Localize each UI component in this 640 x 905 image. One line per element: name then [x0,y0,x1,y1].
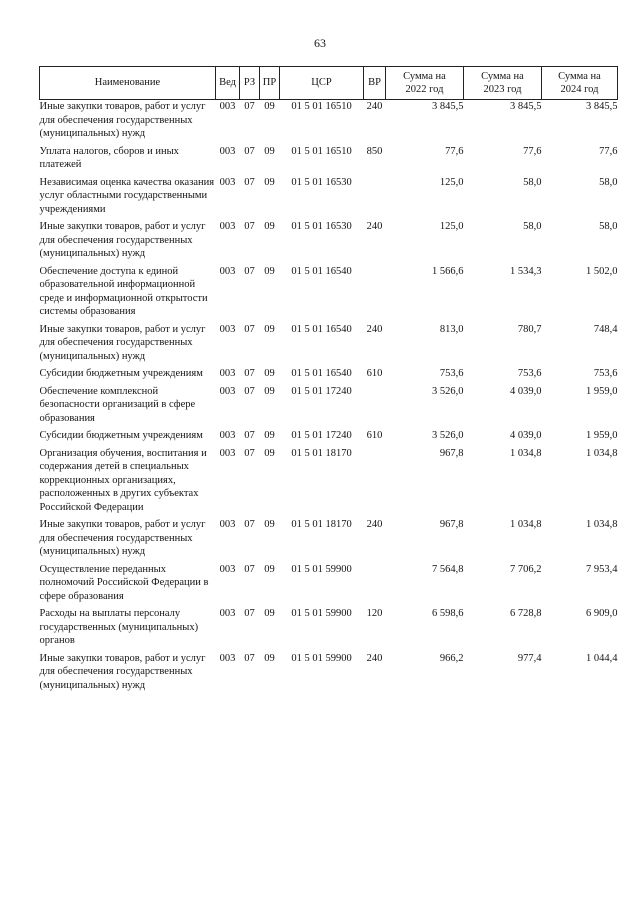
header-sum-2022-line1: Сумма на [403,70,446,82]
cell-pr: 09 [264,176,275,188]
cell-sum-2024: 58,0 [599,176,618,188]
cell-sum-2022: 7 564,8 [432,563,464,575]
cell-sum-2022: 967,8 [439,447,464,459]
cell-sum-2024: 1 502,0 [586,265,618,277]
cell-csr: 01 5 01 16510 [291,145,352,157]
table-row [40,265,618,323]
cell-sum-2024: 58,0 [599,221,618,232]
header-sum-2024 [542,67,618,100]
cell-rz: 07 [244,368,255,379]
table-header [40,67,618,100]
cell-sum-2023: 4 039,0 [510,385,542,397]
cell-ved: 003 [219,176,236,188]
cell-vr [364,176,386,221]
header-name: Наименование [40,67,216,100]
cell-sum-2022: 3 526,0 [432,430,464,441]
cell-csr: 01 5 01 59900 [291,563,352,575]
cell-name: Уплата налогов, сборов и иных платежей [39,145,179,170]
cell-pr: 09 [264,447,275,459]
cell-sum-2024: 753,6 [593,368,618,379]
cell-rz: 07 [244,265,255,277]
cell-vr: 610 [366,430,383,441]
cell-pr: 09 [264,221,275,232]
cell-pr: 09 [264,101,275,112]
header-sum-2024-line1: Сумма на [558,70,601,82]
cell-name: Иные закупки товаров, работ и услуг для обеспечения государственных (муниципальных) нужд [39,519,206,557]
cell-vr: 240 [366,519,383,530]
header-ved: Вед [216,67,240,100]
cell-sum-2023: 1 034,8 [510,519,542,530]
header-sum-2022-line2: 2022 год [405,84,444,95]
table-body [40,100,618,697]
cell-vr [364,447,386,519]
cell-ved: 003 [219,323,236,335]
header-sum-2023-line1: Сумма на [481,70,524,82]
cell-csr: 01 5 01 16540 [291,323,352,335]
cell-sum-2022: 6 598,6 [432,608,464,619]
cell-vr: 120 [366,608,383,619]
cell-sum-2024: 3 845,5 [586,101,618,112]
cell-ved: 003 [219,145,236,157]
cell-sum-2024: 7 953,4 [586,563,618,575]
cell-csr: 01 5 01 16540 [291,265,352,277]
cell-csr: 01 5 01 16540 [291,368,352,379]
cell-sum-2022: 3 845,5 [432,101,464,112]
cell-ved: 003 [219,101,236,112]
cell-csr: 01 5 01 18170 [291,519,352,530]
header-pr: ПР [260,67,280,100]
cell-sum-2023: 1 034,8 [510,447,542,459]
table-row [40,563,618,608]
cell-name: Осуществление переданных полномочий Российской Федерации в сфере образования [39,563,209,602]
cell-vr [364,563,386,608]
cell-csr: 01 5 01 17240 [291,385,352,397]
cell-vr: 240 [366,323,383,335]
cell-rz: 07 [244,652,255,664]
cell-name: Иные закупки товаров, работ и услуг для обеспечения государственных (муниципальных) нужд [39,652,206,691]
header-sum-2023 [464,67,542,100]
cell-csr: 01 5 01 16510 [291,101,352,112]
cell-sum-2023: 780,7 [517,323,542,335]
cell-name: Обеспечение доступа к единой образовательной информационной среде и информационной открытости системы образования [39,265,208,317]
cell-name: Обеспечение комплексной безопасности организаций в сфере образования [39,385,196,424]
table-row [40,145,618,176]
cell-sum-2024: 1 034,8 [586,447,618,459]
cell-rz: 07 [244,101,255,112]
cell-rz: 07 [244,323,255,335]
page-number: 63 [314,36,326,50]
table-row [40,447,618,519]
cell-csr: 01 5 01 17240 [291,430,352,441]
cell-rz: 07 [244,176,255,188]
cell-sum-2023: 753,6 [517,368,542,379]
cell-sum-2022: 966,2 [439,652,464,664]
header-row [40,67,618,100]
table-row [40,652,618,697]
cell-sum-2023: 3 845,5 [510,101,542,112]
header-sum-2022 [386,67,464,100]
cell-rz: 07 [244,145,255,157]
cell-sum-2022: 125,0 [439,176,464,188]
cell-vr: 850 [366,145,383,157]
cell-ved: 003 [219,385,236,397]
budget-table [39,66,618,696]
cell-csr: 01 5 01 16530 [291,221,352,232]
cell-ved: 003 [219,608,236,619]
cell-sum-2024: 1 959,0 [586,385,618,397]
cell-name: Иные закупки товаров, работ и услуг для обеспечения государственных (муниципальных) нужд [39,221,206,259]
cell-csr: 01 5 01 18170 [291,447,352,459]
cell-sum-2023: 1 534,3 [510,265,542,277]
cell-ved: 003 [219,519,236,530]
cell-sum-2023: 4 039,0 [510,430,542,441]
cell-pr: 09 [264,608,275,619]
cell-sum-2023: 977,4 [517,652,542,664]
cell-pr: 09 [264,265,275,277]
cell-pr: 09 [264,385,275,397]
cell-pr: 09 [264,430,275,441]
table-row [40,367,618,385]
header-sum-2023-line2: 2023 год [483,84,522,95]
table-row [40,385,618,430]
cell-sum-2022: 3 526,0 [432,385,464,397]
cell-sum-2023: 58,0 [523,176,542,188]
cell-sum-2024: 1 044,4 [586,652,618,664]
cell-name: Независимая оценка качества оказания услуг областными государственными учреждениями [39,176,215,215]
cell-rz: 07 [244,608,255,619]
cell-sum-2022: 967,8 [439,519,464,530]
cell-vr: 240 [366,221,383,232]
header-vr: ВР [364,67,386,100]
cell-sum-2024: 1 034,8 [586,519,618,530]
table-row [40,100,618,145]
cell-pr: 09 [264,323,275,335]
cell-vr: 240 [366,101,383,112]
cell-vr [364,385,386,430]
cell-sum-2022: 125,0 [439,221,464,232]
cell-sum-2024: 748,4 [593,323,618,335]
cell-ved: 003 [219,221,236,232]
cell-sum-2023: 6 728,8 [510,608,542,619]
cell-ved: 003 [219,563,236,575]
cell-pr: 09 [264,519,275,530]
cell-name: Субсидии бюджетным учреждениям [39,368,203,379]
cell-rz: 07 [244,519,255,530]
cell-csr: 01 5 01 59900 [291,608,352,619]
cell-ved: 003 [219,447,236,459]
cell-name: Иные закупки товаров, работ и услуг для обеспечения государственных (муниципальных) нужд [39,323,206,362]
cell-name: Субсидии бюджетным учреждениям [39,430,203,441]
cell-rz: 07 [244,447,255,459]
cell-pr: 09 [264,652,275,664]
cell-vr [364,265,386,323]
cell-sum-2024: 77,6 [599,145,618,157]
cell-sum-2023: 77,6 [523,145,542,157]
cell-pr: 09 [264,368,275,379]
header-rz: РЗ [240,67,260,100]
cell-pr: 09 [264,145,275,157]
cell-ved: 003 [219,368,236,379]
cell-name: Расходы на выплаты персоналу государственных (муниципальных) органов [39,608,199,646]
table-row [40,429,618,447]
table-row [40,220,618,265]
header-sum-2024-line2: 2024 год [560,84,599,95]
cell-rz: 07 [244,385,255,397]
cell-sum-2022: 1 566,6 [432,265,464,277]
cell-name: Иные закупки товаров, работ и услуг для обеспечения государственных (муниципальных) нужд [39,101,206,139]
cell-sum-2024: 6 909,0 [586,608,618,619]
cell-pr: 09 [264,563,275,575]
table-row [40,176,618,221]
cell-name: Организация обучения, воспитания и содержания детей в специальных коррекционных организациях, расположенных в других субъектах Российской Федерации [39,447,207,513]
cell-ved: 003 [219,265,236,277]
cell-sum-2022: 813,0 [439,323,464,335]
cell-vr: 240 [366,652,383,664]
cell-vr: 610 [366,368,383,379]
cell-csr: 01 5 01 16530 [291,176,352,188]
cell-rz: 07 [244,221,255,232]
cell-ved: 003 [219,430,236,441]
cell-rz: 07 [244,563,255,575]
cell-rz: 07 [244,430,255,441]
table-row [40,518,618,563]
cell-sum-2022: 753,6 [439,368,464,379]
cell-sum-2022: 77,6 [445,145,464,157]
table-row [40,607,618,652]
cell-sum-2024: 1 959,0 [586,430,618,441]
cell-ved: 003 [219,652,236,664]
header-csr: ЦСР [280,67,364,100]
cell-sum-2023: 58,0 [523,221,542,232]
table-row [40,323,618,368]
cell-csr: 01 5 01 59900 [291,652,352,664]
cell-sum-2023: 7 706,2 [510,563,542,575]
